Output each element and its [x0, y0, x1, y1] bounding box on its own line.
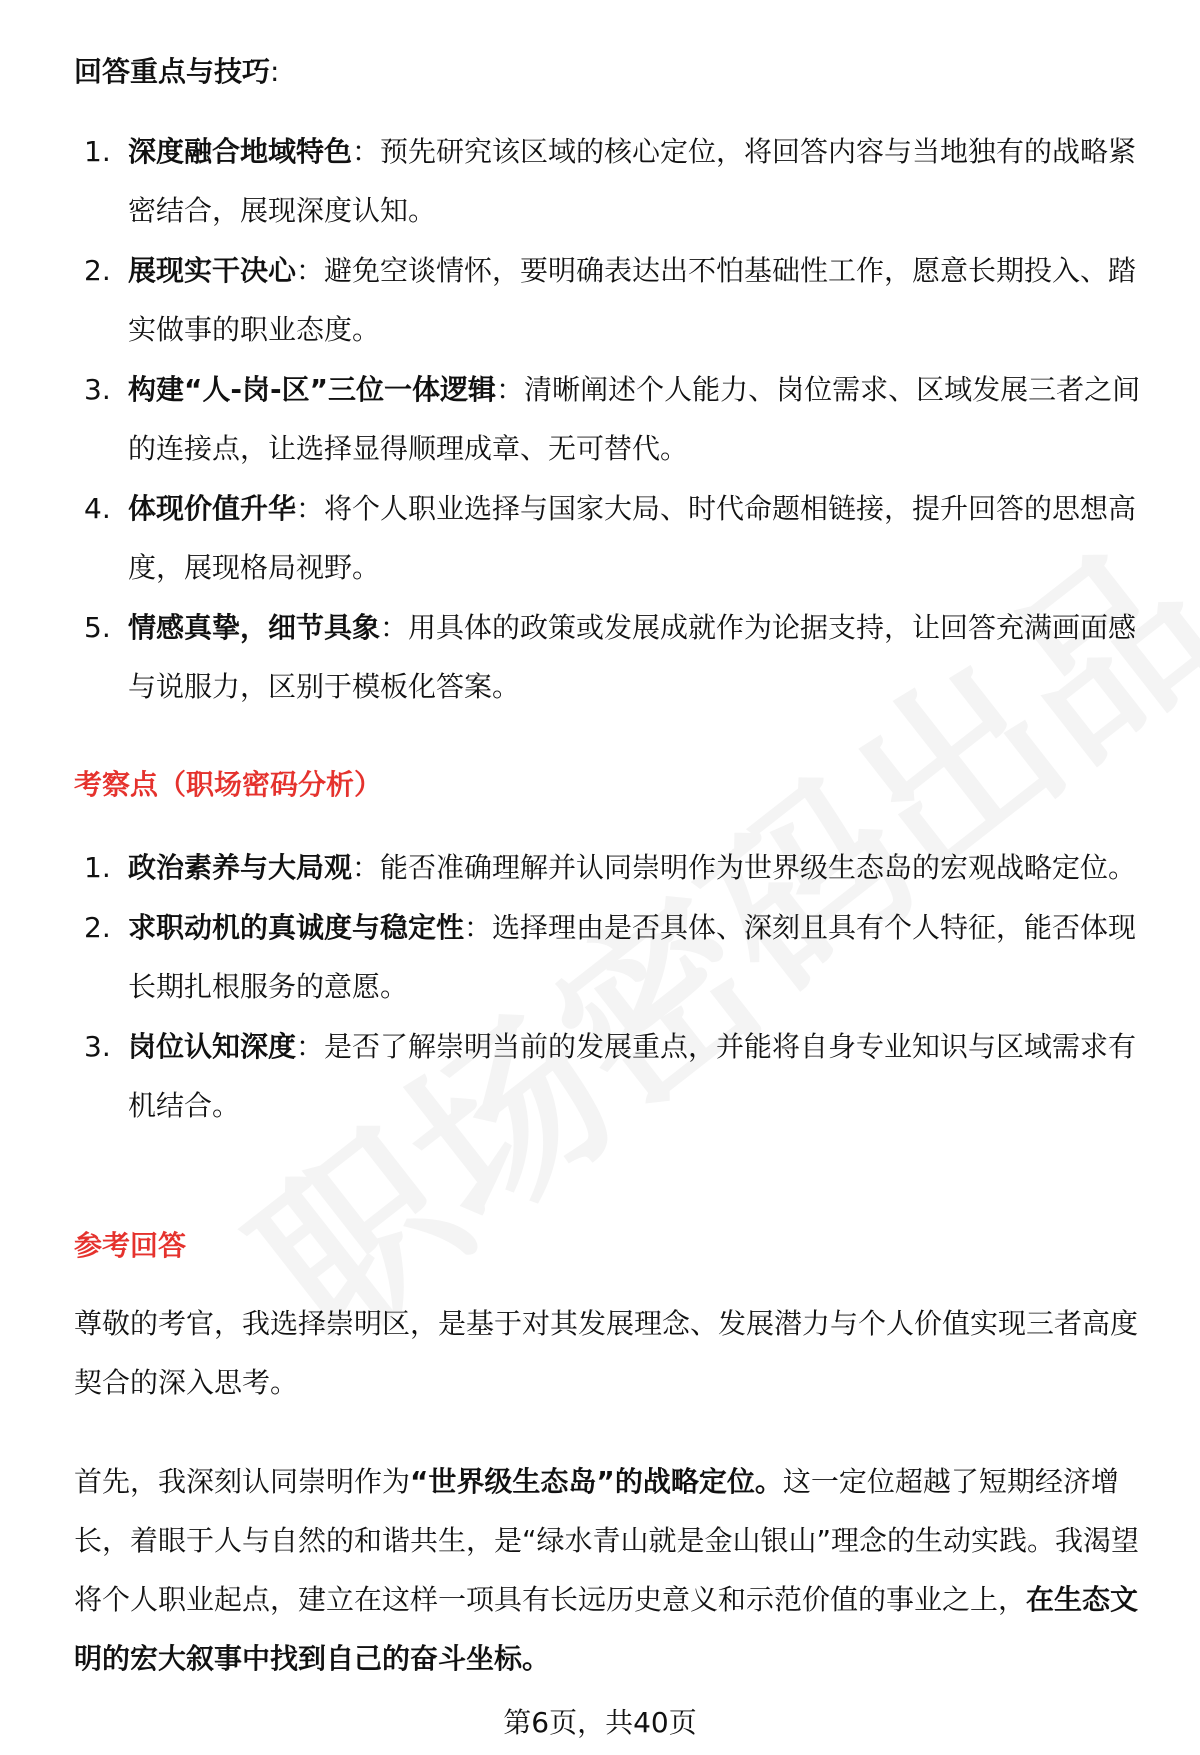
list-item-title: 情感真挚，细节具象 — [128, 611, 381, 644]
list-item-title: 体现价值升华 — [128, 492, 297, 525]
list-item-text: ：选择理由是否具体、深刻且具有个人特征，能否体现长期扎根服务的意愿。 — [128, 911, 1137, 1003]
list-item-title: 岗位认知深度 — [128, 1030, 297, 1063]
para-bold: 在生态文明的宏大叙事中找到自己的奋斗坐标。 — [74, 1583, 1139, 1675]
list-item — [74, 241, 1146, 359]
list-item-text: ：用具体的政策或发展成就作为论据支持，让回答充满画面感与说服力，区别于模板化答案。 — [128, 611, 1137, 703]
list-item-title: 求职动机的真诚度与稳定性 — [128, 911, 465, 944]
list-item — [74, 598, 1146, 716]
list-item-text: ：避免空谈情怀，要明确表达出不怕基础性工作，愿意长期投入、踏实做事的职业态度。 — [128, 254, 1137, 346]
para-bold: “世界级生态岛”的战略定位。 — [410, 1465, 783, 1498]
page-number: 第6页，共40页 — [503, 1706, 697, 1739]
list-item-title: 深度融合地域特色 — [128, 135, 353, 168]
list-item — [74, 122, 1146, 240]
list-item-title: 构建“人-岗-区”三位一体逻辑 — [128, 373, 497, 406]
answer-paragraph-1: 尊敬的考官，我选择崇明区，是基于对其发展理念、发展潜力与个人价值实现三者高度契合的深入思考。 — [74, 1307, 1139, 1399]
list-item-title: 展现实干决心 — [128, 254, 297, 287]
list-item-title: 政治素养与大局观 — [128, 851, 353, 884]
tips-heading — [74, 52, 279, 92]
list-item — [74, 838, 1146, 897]
list-item — [74, 479, 1146, 597]
para-text: 这一定位超越了短期经济增长，着眼于人与自然的和谐共生，是“绿水青山就是金山银山”理念的生动实践。我渴望将个人职业起点，建立在这样一项具有长远历史意义和示范价值的事业之上， — [74, 1465, 1140, 1616]
tips-list — [74, 122, 1146, 717]
list-number: 3. — [84, 373, 111, 406]
list-item-text: ：将个人职业选择与国家大局、时代命题相链接，提升回答的思想高度，展现格局视野。 — [128, 492, 1137, 584]
answer-paragraph-2 — [74, 1452, 1146, 1688]
list-item-text: ：清晰阐述个人能力、岗位需求、区域发展三者之间的连接点，让选择显得顺理成章、无可替代。 — [128, 373, 1141, 465]
list-number: 2. — [84, 911, 111, 944]
list-number: 3. — [84, 1030, 111, 1063]
list-item — [74, 1017, 1146, 1135]
list-number: 4. — [84, 492, 111, 525]
list-item-text: ：能否准确理解并认同崇明作为世界级生态岛的宏观战略定位。 — [352, 851, 1137, 884]
list-number: 5. — [84, 611, 111, 644]
para-text: 首先，我深刻认同崇明作为 — [74, 1465, 411, 1498]
points-list — [74, 838, 1146, 1136]
tips-heading-text: 回答重点与技巧 — [74, 55, 271, 88]
list-item — [74, 360, 1146, 478]
list-item — [74, 898, 1146, 1016]
list-item-text: ：是否了解崇明当前的发展重点，并能将自身专业知识与区域需求有机结合。 — [128, 1030, 1137, 1122]
list-number: 1. — [84, 135, 111, 168]
answer-heading: 参考回答 — [74, 1229, 187, 1262]
list-number: 2. — [84, 254, 111, 287]
list-item-text: ：预先研究该区域的核心定位，将回答内容与当地独有的战略紧密结合，展现深度认知。 — [128, 135, 1137, 227]
list-number: 1. — [84, 851, 111, 884]
tips-heading-colon: : — [270, 55, 280, 88]
points-heading: 考察点（职场密码分析） — [74, 768, 383, 801]
